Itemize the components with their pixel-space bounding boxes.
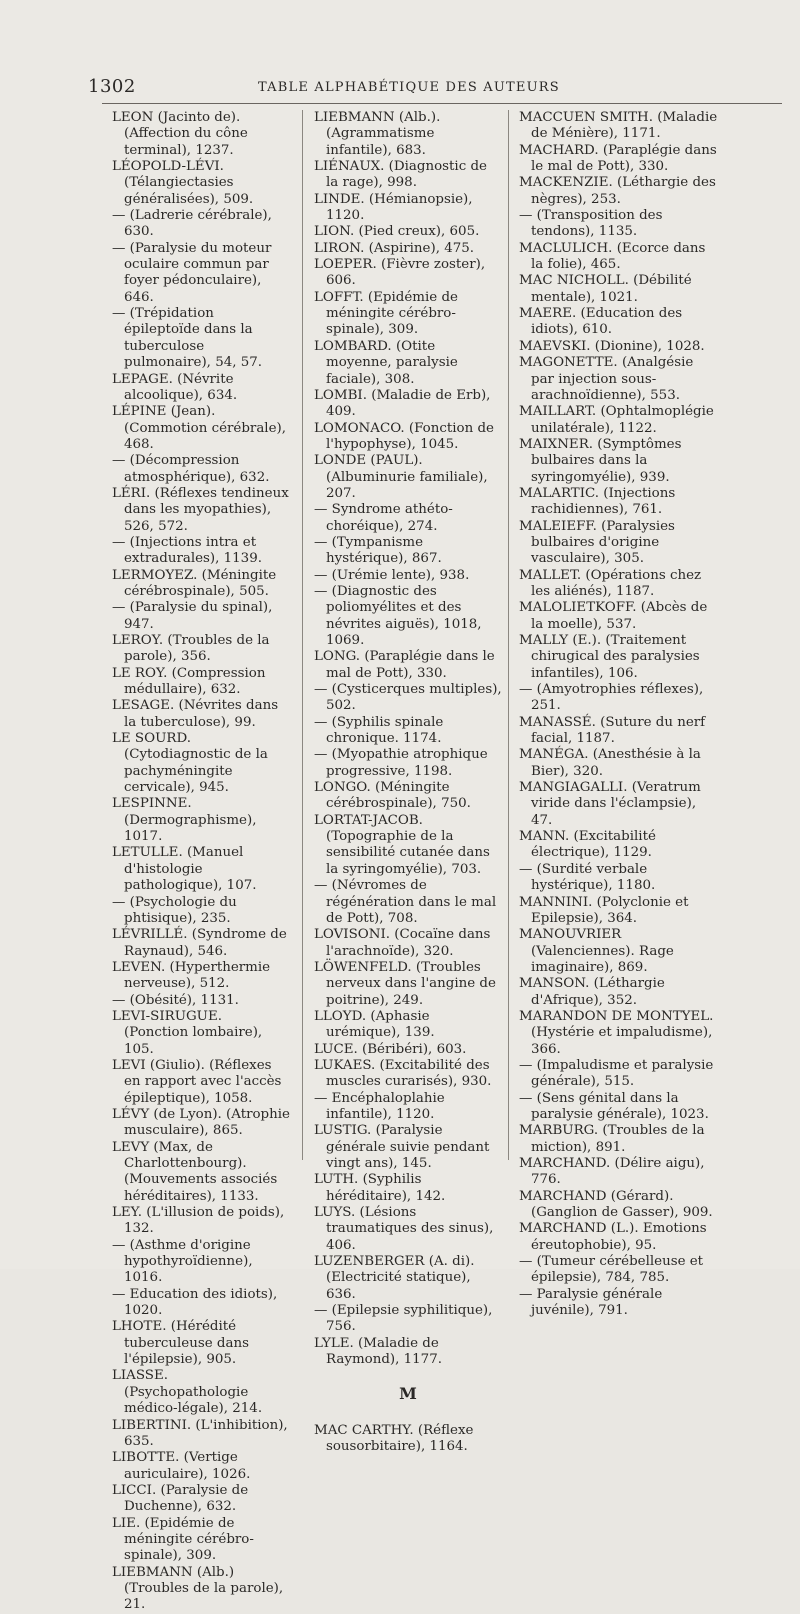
index-entry: MARCHAND. (Délire aigu), 776. bbox=[519, 1156, 705, 1188]
index-entry: LIBOTTE. (Vertige auriculaire), 1026. bbox=[112, 1450, 251, 1482]
index-entry: MAC CARTHY. (Réflexe sousorbitaire), 1164. bbox=[314, 1422, 474, 1455]
index-entry: — (Paralysie du spinal), 947. bbox=[112, 600, 273, 632]
column-2-entries bbox=[314, 110, 502, 1368]
index-entry: LUSTIG. (Paralysie générale suivie pendant vingt ans), 145. bbox=[314, 1123, 490, 1171]
index-entry: LONG. (Paraplégie dans le mal de Pott), 330. bbox=[314, 649, 495, 681]
header-rule bbox=[102, 103, 782, 104]
index-entry: — (Transposition des tendons), 1135. bbox=[519, 208, 663, 240]
index-entry: — (Epilepsie syphilitique), 756. bbox=[314, 1303, 493, 1335]
index-entry: LESAGE. (Névrites dans la tuberculose), 99. bbox=[112, 698, 279, 730]
index-entry: MALLY (E.). (Traitement chirugical des paralysies infantiles), 106. bbox=[519, 633, 700, 681]
index-entry: MACKENZIE. (Léthargie des nègres), 253. bbox=[519, 175, 716, 207]
index-entry: — (Sens génital dans la paralysie générale), 1023. bbox=[519, 1090, 709, 1122]
index-entry: — (Amyotrophies réflexes), 251. bbox=[519, 682, 704, 714]
index-entry: — (Surdité verbale hystérique), 1180. bbox=[519, 861, 656, 894]
index-entry: — (Obésité), 1131. bbox=[112, 992, 239, 1008]
index-entry: MAGONETTE. (Analgésie par injection sous-arachnoïdienne), 553. bbox=[519, 355, 694, 403]
column-divider bbox=[508, 110, 509, 1160]
section-heading: M bbox=[399, 1384, 417, 1404]
index-entry: MAERE. (Education des idiots), 610. bbox=[519, 306, 683, 338]
index-entry: MANNINI. (Polyclonie et Epilepsie), 364. bbox=[519, 894, 689, 926]
index-entry: LONGO. (Méningite cérébrospinale), 750. bbox=[314, 780, 471, 812]
index-entry: LOMBARD. (Otite moyenne, paralysie faciale), 308. bbox=[314, 338, 458, 387]
index-entry: MACHARD. (Paraplégie dans le mal de Pott), 330. bbox=[519, 142, 717, 175]
index-entry: LIEBMANN (Alb.). (Agrammatisme infantile), 683. bbox=[314, 110, 441, 158]
column-divider bbox=[302, 110, 303, 1160]
index-entry: — (Diagnostic des poliomyélites et des névrites aiguës), 1018, 1069. bbox=[314, 583, 482, 648]
column-1 bbox=[112, 110, 290, 1614]
index-entry: — (Névromes de régénération dans le mal de Pott), 708. bbox=[314, 878, 497, 926]
index-entry: — (Injections intra et extradurales), 1139. bbox=[112, 534, 262, 567]
index-entry: MACLULICH. (Ecorce dans la folie), 465. bbox=[519, 240, 706, 273]
column-3 bbox=[519, 110, 719, 1319]
index-entry: LÉPINE (Jean). (Commotion cérébrale), 468. bbox=[112, 404, 286, 452]
index-entry: LOEPER. (Fièvre zoster), 606. bbox=[314, 257, 486, 289]
index-entry: LÉOPOLD-LÉVI. (Télangiectasies généralisées), 509. bbox=[112, 159, 254, 207]
index-entry: — Paralysie générale juvénile), 791. bbox=[519, 1286, 663, 1319]
running-title: TABLE ALPHABÉTIQUE DES AUTEURS bbox=[258, 80, 560, 95]
index-entry: LÉRI. (Réflexes tendineux dans les myopathies), 526, 572. bbox=[112, 485, 289, 534]
index-entry: MALOLIETKOFF. (Abcès de la moelle), 537. bbox=[519, 600, 708, 632]
index-entry: LEVI (Giulio). (Réflexes en rapport avec l'accès épileptique), 1058. bbox=[112, 1057, 282, 1106]
index-entry: LOVISONI. (Cocaïne dans l'arachnoïde), 320. bbox=[314, 927, 491, 959]
page-header bbox=[0, 76, 800, 100]
index-entry: MANGIAGALLI. (Veratrum viride dans l'éclampsie), 47. bbox=[519, 780, 701, 828]
index-entry: — (Impaludisme et paralysie générale), 515. bbox=[519, 1057, 714, 1090]
index-entry: LERMOYEZ. (Méningite cérébrospinale), 505. bbox=[112, 567, 277, 599]
index-entry: LICCI. (Paralysie de Duchenne), 632. bbox=[112, 1482, 249, 1515]
index-entry: MALARTIC. (Injections rachidiennes), 761. bbox=[519, 485, 676, 518]
index-entry: — Encéphaloplahie infantile), 1120. bbox=[314, 1090, 445, 1122]
index-entry: LEY. (L'illusion de poids), 132. bbox=[112, 1205, 285, 1237]
index-entry: LEROY. (Troubles de la parole), 356. bbox=[112, 633, 270, 665]
index-entry: LEON (Jacinto de). (Affection du cône terminal), 1237. bbox=[112, 110, 248, 158]
index-entry: — (Asthme d'origine hypothyroïdienne), 1016. bbox=[112, 1237, 253, 1286]
index-entry: — (Syphilis spinale chronique. 1174. bbox=[314, 714, 444, 747]
index-entry: LÉVY (de Lyon). (Atrophie musculaire), 865. bbox=[112, 1106, 290, 1139]
index-entry: — (Psychologie du phtisique), 235. bbox=[112, 894, 237, 926]
index-entry: MANN. (Excitabilité électrique), 1129. bbox=[519, 829, 656, 861]
index-entry: — (Tympanisme hystérique), 867. bbox=[314, 534, 442, 567]
index-entry: LEPAGE. (Névrite alcoolique), 634. bbox=[112, 371, 238, 403]
index-entry: — (Cysticerques multiples), 502. bbox=[314, 682, 502, 714]
index-entry: LIE. (Epidémie de méningite cérébro-spinale), 309. bbox=[112, 1515, 254, 1564]
index-entry: MALLET. (Opérations chez les aliénés), 1187. bbox=[519, 567, 702, 599]
index-entry: LIEBMANN (Alb.) (Troubles de la parole), 21. bbox=[112, 1564, 284, 1613]
index-entry: LUTH. (Syphilis héréditaire), 142. bbox=[314, 1172, 446, 1204]
index-entry: — (Décompression atmosphérique), 632. bbox=[112, 453, 270, 485]
index-entry: MANASSÉ. (Suture du nerf facial, 1187. bbox=[519, 714, 706, 747]
index-entry: MAILLART. (Ophtalmoplégie unilatérale), 1122. bbox=[519, 404, 714, 436]
index-entry: LEVI-SIRUGUE. (Ponction lombaire), 105. bbox=[112, 1008, 263, 1057]
index-entry: LUYS. (Lésions traumatiques des sinus), 406. bbox=[314, 1205, 494, 1253]
index-entry: LHOTE. (Hérédité tuberculeuse dans l'épilepsie), 905. bbox=[112, 1319, 249, 1368]
index-entry: LEVY (Max, de Charlottenbourg). (Mouvements associés héréditaires), 1133. bbox=[112, 1139, 278, 1204]
index-entry: LIASSE. (Psychopathologie médico-légale), 214. bbox=[112, 1368, 263, 1417]
index-entry: LUKAES. (Excitabilité des muscles curarisés), 930. bbox=[314, 1057, 492, 1090]
index-entry: MALEIEFF. (Paralysies bulbaires d'origine vasculaire), 305. bbox=[519, 518, 675, 567]
index-entry: MANÉGA. (Anesthésie à la Bier), 320. bbox=[519, 747, 701, 779]
index-entry: — (Ladrerie cérébrale), 630. bbox=[112, 208, 272, 240]
index-entry: MARCHAND (Gérard). (Ganglion de Gasser), 909. bbox=[519, 1188, 713, 1221]
index-entry: LYLE. (Maladie de Raymond), 1177. bbox=[314, 1335, 442, 1368]
index-entry: LOMBI. (Maladie de Erb), 409. bbox=[314, 387, 491, 420]
index-entry: LINDE. (Hémianopsie), 1120. bbox=[314, 191, 473, 224]
index-entry: LOMONACO. (Fonction de l'hypophyse), 1045. bbox=[314, 420, 494, 452]
index-entry: — (Trépidation épileptoïde dans la tuberculose pulmonaire), 54, 57. bbox=[112, 306, 263, 371]
page-number: 1302 bbox=[88, 76, 136, 97]
index-entry: LUZENBERGER (A. di). (Electricité statique), 636. bbox=[314, 1254, 475, 1302]
index-entry: LESPINNE. (Dermographisme), 1017. bbox=[112, 796, 257, 845]
index-entry: MANOUVRIER (Valenciennes). Rage imaginaire), 869. bbox=[519, 927, 674, 975]
index-entry: LIRON. (Aspirine), 475. bbox=[314, 240, 475, 256]
index-entry: MAC NICHOLL. (Débilité mentale), 1021. bbox=[519, 273, 692, 305]
index-entry: MARBURG. (Troubles de la miction), 891. bbox=[519, 1123, 705, 1155]
index-entry: MARANDON DE MONTYEL. (Hystérie et impaludisme), 366. bbox=[519, 1008, 714, 1057]
index-entry: LE SOURD. (Cytodiagnostic de la pachyméningite cervicale), 945. bbox=[112, 731, 268, 796]
index-entry: MARCHAND (L.). Emotions éreutophobie), 95. bbox=[519, 1221, 707, 1253]
index-entry: MANSON. (Léthargie d'Afrique), 352. bbox=[519, 976, 665, 1008]
index-entry: LEVEN. (Hyperthermie nerveuse), 512. bbox=[112, 959, 271, 992]
index-entry: LÖWENFELD. (Troubles nerveux dans l'angine de poitrine), 249. bbox=[314, 959, 496, 1008]
index-entry: — (Tumeur cérébelleuse et épilepsie), 784, 785. bbox=[519, 1254, 704, 1286]
index-entry: LUCE. (Béribéri), 603. bbox=[314, 1041, 467, 1057]
column-2 bbox=[314, 110, 502, 1456]
index-entry: LE ROY. (Compression médullaire), 632. bbox=[112, 665, 266, 698]
index-entry: LORTAT-JACOB. (Topographie de la sensibilité cutanée dans la syringomyélie), 703. bbox=[314, 812, 490, 877]
index-entry: LLOYD. (Aphasie urémique), 139. bbox=[314, 1008, 435, 1041]
index-entry: LETULLE. (Manuel d'histologie pathologique), 107. bbox=[112, 845, 257, 894]
index-entry: — Education des idiots), 1020. bbox=[112, 1286, 278, 1319]
index-entry: MAIXNER. (Symptômes bulbaires dans la syringomyélie), 939. bbox=[519, 436, 682, 485]
index-entry: LÉVRILLÉ. (Syndrome de Raynaud), 546. bbox=[112, 927, 287, 959]
index-entry: LION. (Pied creux), 605. bbox=[314, 224, 480, 240]
index-entry: LIBERTINI. (L'inhibition), 635. bbox=[112, 1417, 288, 1449]
index-entry: — (Myopathie atrophique progressive, 1198. bbox=[314, 747, 488, 779]
index-entry: MACCUEN SMITH. (Maladie de Ménière), 1171. bbox=[519, 110, 718, 142]
index-entry: LONDE (PAUL). (Albuminurie familiale), 207. bbox=[314, 453, 488, 501]
index-entry: — Syndrome athéto-choréique), 274. bbox=[314, 502, 453, 534]
index-entry: MAEVSKI. (Dionine), 1028. bbox=[519, 338, 705, 354]
index-entry: LIÉNAUX. (Diagnostic de la rage), 998. bbox=[314, 159, 487, 191]
index-entry: — (Urémie lente), 938. bbox=[314, 567, 470, 583]
index-entry: — (Paralysie du moteur oculaire commun par foyer pédonculaire), 646. bbox=[112, 240, 272, 305]
index-entry: LOFFT. (Epidémie de méningite cérébro-spinale), 309. bbox=[314, 289, 458, 338]
